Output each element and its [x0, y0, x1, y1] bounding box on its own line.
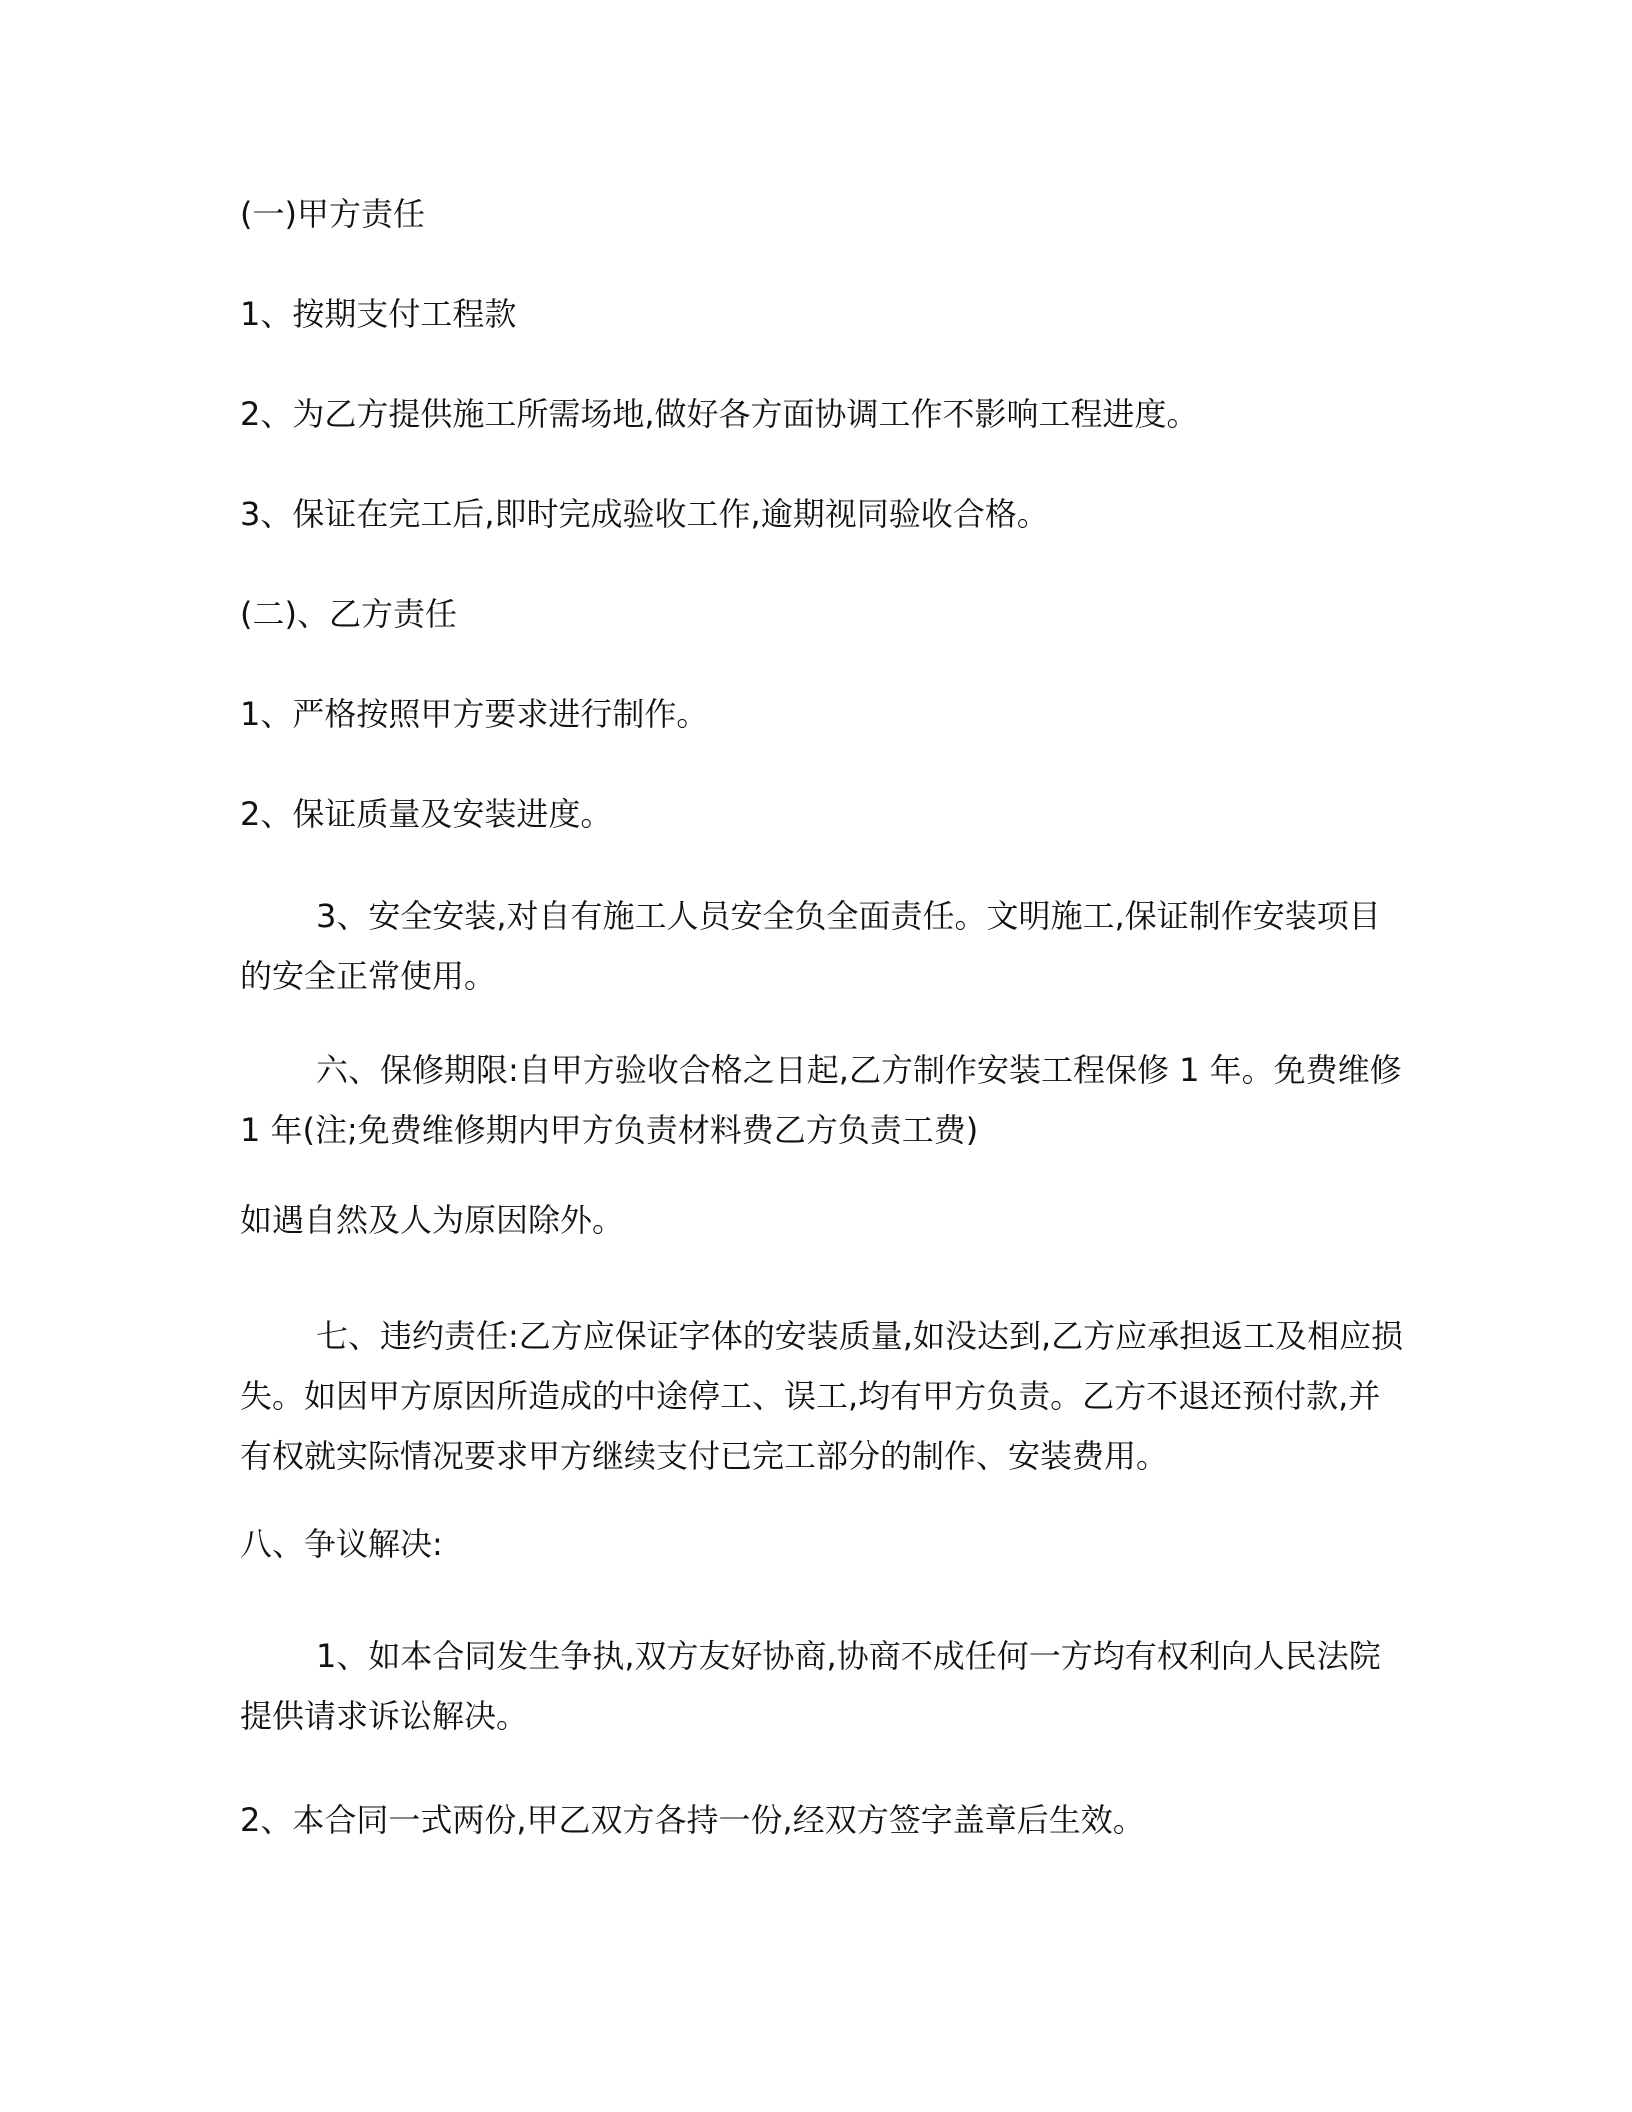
- section-breach-liability: [240, 1306, 1410, 1486]
- warranty-exception: 如遇自然及人为原因除外。: [240, 1201, 625, 1239]
- party-b-clause-3: [240, 886, 1410, 1006]
- party-b-clause-2: 2、保证质量及安装进度。: [240, 795, 613, 833]
- party-b-clause-1: 1、严格按照甲方要求进行制作。: [240, 695, 709, 733]
- section-heading-party-b: (二)、乙方责任: [240, 595, 457, 633]
- paragraph-text: 3、安全安装,对自有施工人员安全负全面责任。文明施工,保证制作安装项目的安全正常使用。: [240, 897, 1381, 995]
- paragraph-text: 1、如本合同发生争执,双方友好协商,协商不成任何一方均有权利向人民法院提供请求诉讼解决。: [240, 1637, 1381, 1735]
- dispute-clause-2: 2、本合同一式两份,甲乙双方各持一份,经双方签字盖章后生效。: [240, 1801, 1145, 1839]
- paragraph-text: 七、违约责任:乙方应保证字体的安装质量,如没达到,乙方应承担返工及相应损失。如因甲方原因所造成的中途停工、误工,均有甲方负责。乙方不退还预付款,并有权就实际情况要求甲方继续支付已完工部分的制作、安装费用。: [240, 1317, 1404, 1475]
- section-heading-party-a: (一)甲方责任: [240, 195, 425, 233]
- section-dispute-resolution: 八、争议解决:: [240, 1525, 443, 1563]
- party-a-clause-2: 2、为乙方提供施工所需场地,做好各方面协调工作不影响工程进度。: [240, 395, 1199, 433]
- party-a-clause-1: 1、按期支付工程款: [240, 295, 517, 333]
- section-warranty: [240, 1040, 1410, 1160]
- paragraph-text: 六、保修期限:自甲方验收合格之日起,乙方制作安装工程保修 1 年。免费维修 1 年(注;免费维修期内甲方负责材料费乙方负责工费): [240, 1051, 1402, 1149]
- party-a-clause-3: 3、保证在完工后,即时完成验收工作,逾期视同验收合格。: [240, 495, 1049, 533]
- dispute-clause-1: [240, 1626, 1410, 1746]
